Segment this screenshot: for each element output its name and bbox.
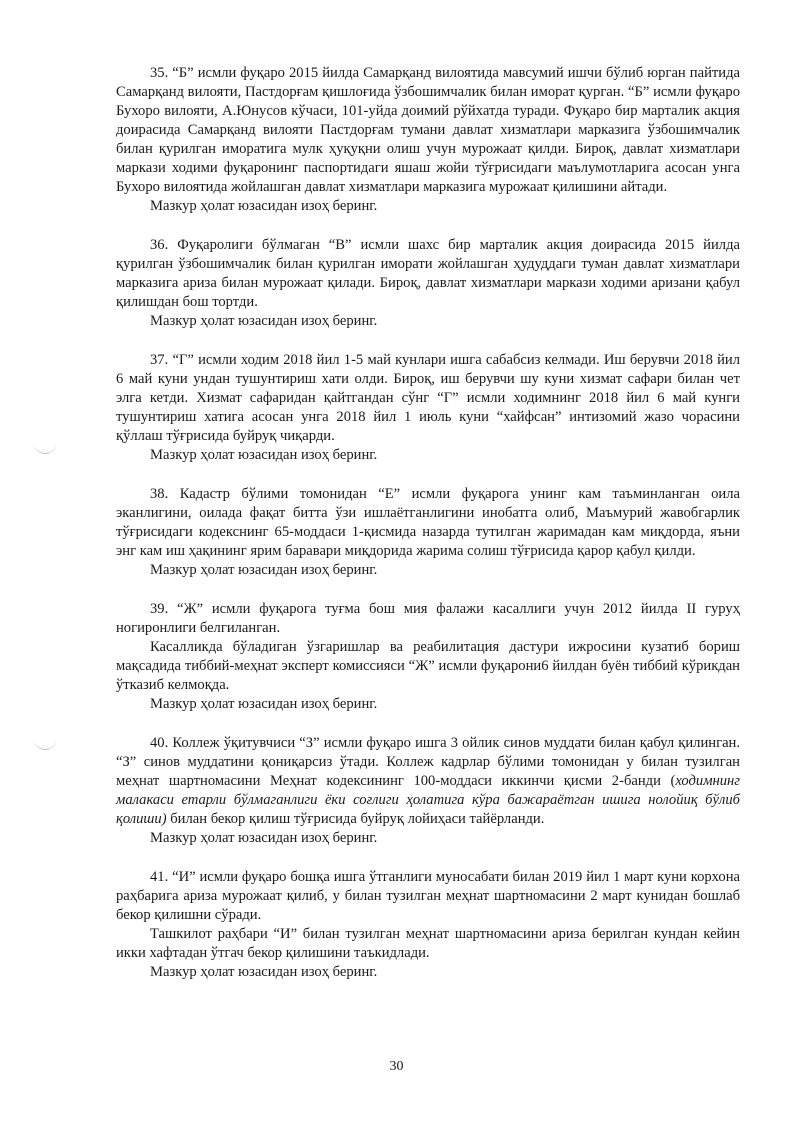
text-segment: 38. Кадастр бўлими томонидан “Е” исмли фуқарога унинг кам таъминланган оила эканлигини, оилада фақат битта ўзи ишлаётганлигини инобатга олиб, Маъмурий жавобгарлик тўғрисидаги кодекснинг 65-моддаси 1-қисмида назарда тутилган жаримадан кам миқдорда, яъни энг кам иш ҳақининг ярим баравари миқдорида жарима солиш тўғрисида қарор қабул қилди. [116, 486, 740, 559]
case-block [116, 236, 740, 331]
text-segment: 37. “Г” исмли ходим 2018 йил 1-5 май кунлари ишга сабабсиз келмади. Иш берувчи 2018 йил 6 май куни ундан тушунтириш хати олди. Бироқ, иш берувчи шу куни хизмат сафари билан чет элга кетди. Хизмат сафаридан қайтгандан сўнг “Г” исмли ходимнинг 2018 йил 6 май кунги тушунтириш хатига асосан унга 2018 йил 1 июль куни “хайфсан” интизомий жазо чорасини қўллаш тўғрисида буйруқ чиқарди. [116, 352, 740, 444]
case-paragraph [116, 485, 740, 561]
page-number: 30 [389, 1059, 404, 1074]
case-paragraph [116, 351, 740, 446]
case-paragraph [116, 734, 740, 829]
case-paragraph [116, 925, 740, 963]
binder-hole-mark [34, 441, 56, 454]
case-block [116, 734, 740, 848]
case-block [116, 485, 740, 580]
task-instruction: Мазкур ҳолат юзасидан изоҳ беринг. [150, 964, 378, 980]
text-segment: 35. “Б” исмли фуқаро 2015 йилда Самарқанд вилоятида мавсумий ишчи бўлиб юрган пайтида Самарқанд вилояти, Пастдорғам қишлоғида ўзбошимчалик билан иморат қурган. “Б” исмли фуқаро Бухоро вилояти, А.Юнусов кўчаси, 101-уйда доимий рўйхатда туради. Фуқаро бир марталик акция доирасида Самарқанд вилояти Пастдорғам тумани давлат хизматлари марказига ўзбошимчалик билан қурилган иморатига мулк ҳуқуқни олиш учун мурожаат қилди. Бироқ, давлат хизматлари маркази ходими фуқаронинг паспортидаги яшаш жойи тўғрисидаги маълумотларига асосан унга Бухоро вилоятида жойлашган давлат хизматлари марказига мурожаат қилишини айтади. [116, 65, 740, 195]
case-paragraph [116, 868, 740, 925]
text-segment: билан бекор қилиш тўғрисида буйруқ лойиҳаси тайёрланди. [166, 811, 545, 827]
text-segment: Ташкилот раҳбари “И” билан тузилган меҳнат шартномасини ариза берилган кундан кейин икки хафтадан ўтгач бекор қилишини таъкидлади. [116, 926, 740, 961]
text-segment: 36. Фуқаролиги бўлмаган “В” исмли шахс бир марталик акция доирасида 2015 йилда қурилган ўзбошимчалик билан қурилган иморати жойлашган ҳудуддаги туман давлат хизматлари марказига ариза билан мурожаат қилади. Бироқ, давлат хизматлари маркази ходими аризани қабул қилишдан бош тортди. [116, 237, 740, 310]
italic-text: ходимнинг малакаси етарли бўлмаганлиги ёки соғлиги ҳолатига кўра бажараётган ишига нолойиқ бўлиб қолиши) [116, 773, 740, 827]
binder-hole-mark [34, 737, 56, 750]
case-block [116, 600, 740, 714]
task-instruction: Мазкур ҳолат юзасидан изоҳ беринг. [150, 562, 378, 578]
text-segment: 39. “Ж” исмли фуқарога туғма бош мия фалажи касаллиги учун 2012 йилда II гуруҳ ногиронлиги белгиланган. [116, 601, 740, 636]
case-paragraph [116, 236, 740, 312]
text-segment: Касалликда бўладиган ўзгаришлар ва реабилитация дастури ижросини кузатиб бориш мақсадида тиббий-меҳнат эксперт комиссияси “Ж” исмли фуқарони6 йилдан буён тиббий кўрикдан ўтказиб келмоқда. [116, 639, 740, 693]
task-instruction: Мазкур ҳолат юзасидан изоҳ беринг. [150, 313, 378, 329]
text-segment: 41. “И” исмли фуқаро бошқа ишга ўтганлиги муносабати билан 2019 йил 1 март куни корхона раҳбарига ариза мурожаат қилиб, у билан тузилган меҳнат шартномасини 2 март кунидан бошлаб бекор қилишни сўради. [116, 869, 740, 923]
text-segment: 40. Коллеж ўқитувчиси “З” исмли фуқаро ишга 3 ойлик синов муддати билан қабул қилинган. “З” синов муддатини қониқарсиз ўтади. Коллеж кадрлар бўлими томонидан у билан тузилган меҳнат шартномасини Меҳнат кодексининг 100-моддаси иккинчи қисми 2-банди ( [116, 735, 740, 789]
case-block [116, 64, 740, 216]
task-instruction: Мазкур ҳолат юзасидан изоҳ беринг. [150, 830, 378, 846]
case-paragraph [116, 638, 740, 695]
cases-list [116, 64, 740, 982]
case-block [116, 351, 740, 465]
case-paragraph [116, 64, 740, 197]
task-instruction: Мазкур ҳолат юзасидан изоҳ беринг. [150, 447, 378, 463]
case-block [116, 868, 740, 982]
task-instruction: Мазкур ҳолат юзасидан изоҳ беринг. [150, 696, 378, 712]
task-instruction: Мазкур ҳолат юзасидан изоҳ беринг. [150, 198, 378, 214]
case-paragraph [116, 600, 740, 638]
